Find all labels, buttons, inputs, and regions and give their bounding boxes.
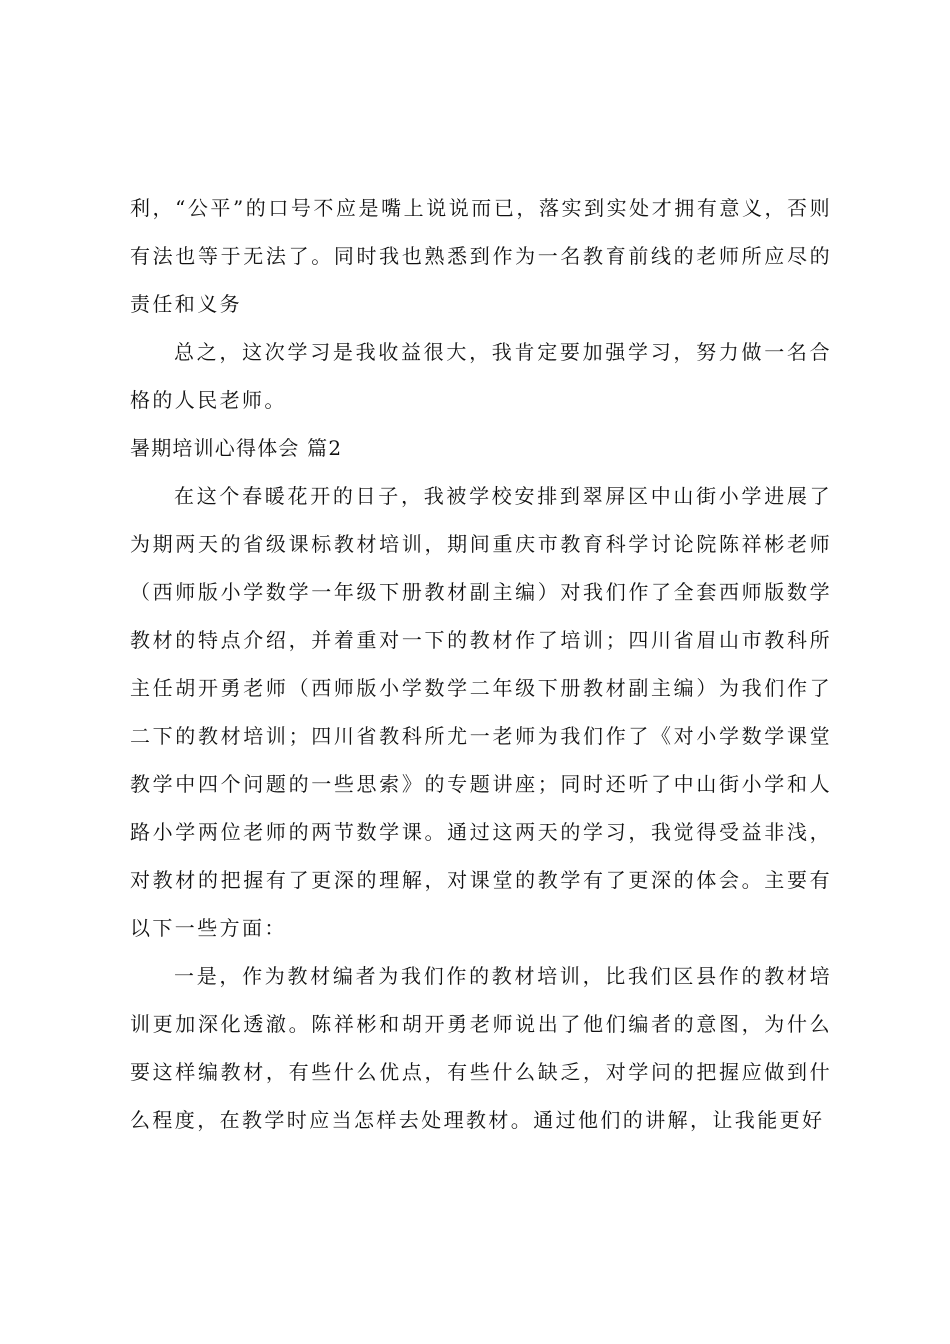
paragraph-continued: 利，“公平”的口号不应是嘴上说说而已，落实到实处才拥有意义，否则有法也等于无法了。同时我也熟悉到作为一名教育前线的老师所应尽的责任和义务 (130, 196, 832, 316)
paragraph-intro: 在这个春暖花开的日子，我被学校安排到翠屏区中山街小学进展了为期两天的省级课标教材培训，期间重庆市教育科学讨论院陈祥彬老师（西师版小学数学一年级下册教材副主编）对我们作了全套西师版数学教材的特点介绍，并着重对一下的教材作了培训；四川省眉山市教科所主任胡开勇老师（西师版小学数学二年级下册教材副主编）为我们作了二下的教材培训；四川省教科所尤一老师为我们作了《对小学数学课堂教学中四个问题的一些思索》的专题讲座；同时还听了中山街小学和人路小学两位老师的两节数学课。通过这两天的学习，我觉得受益非浅，对教材的把握有了更深的理解，对课堂的教学有了更深的体会。主要有以下一些方面： (130, 484, 832, 940)
section-title: 暑期培训心得体会 篇2 (130, 436, 343, 460)
paragraph-point-one: 一是，作为教材编者为我们作的教材培训，比我们区县作的教材培训更加深化透澈。陈祥彬和胡开勇老师说出了他们编者的意图，为什么要这样编教材，有些什么优点，有些什么缺乏，对学问的把握应做到什么程度，在教学时应当怎样去处理教材。通过他们的讲解，让我能更好 (130, 964, 832, 1132)
document-body (130, 184, 832, 1144)
paragraph-summary: 总之，这次学习是我收益很大，我肯定要加强学习，努力做一名合格的人民老师。 (130, 340, 832, 412)
